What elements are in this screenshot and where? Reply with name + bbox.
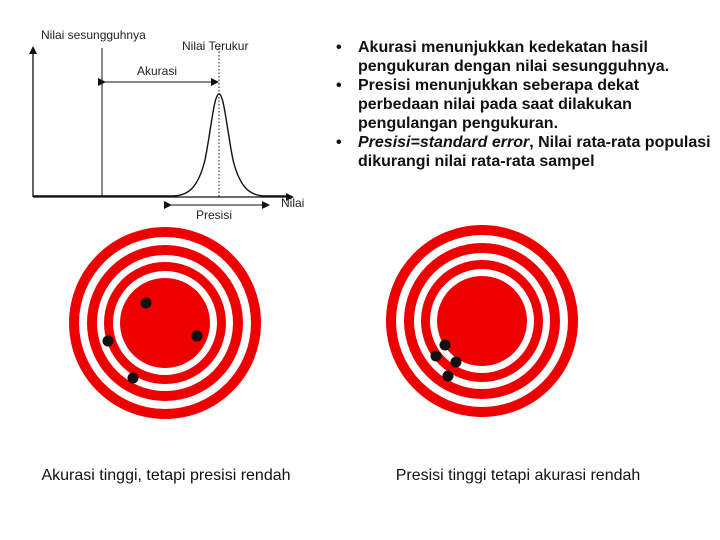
shot-mark — [431, 351, 442, 362]
bullet-accuracy — [332, 38, 712, 76]
target-left — [65, 223, 265, 423]
shot-mark — [141, 298, 152, 309]
shot-mark — [103, 336, 114, 347]
caption-left: Akurasi tinggi, tetapi presisi rendah — [41, 467, 291, 484]
distribution-curve — [33, 94, 290, 196]
shot-mark — [192, 331, 203, 342]
bullet-dot-icon: • — [336, 39, 342, 56]
accuracy-precision-diagram — [0, 0, 330, 235]
accuracy-label: Akurasi — [137, 64, 178, 78]
bullet-accuracy-text: Akurasi menunjukkan kedekatan hasil pengukuran dengan nilai sesungguhnya. — [358, 39, 670, 75]
caption-right: Presisi tinggi tetapi akurasi rendah — [395, 467, 641, 484]
shot-mark — [440, 340, 451, 351]
bullet-dot-icon: • — [336, 134, 342, 151]
shot-mark — [451, 357, 462, 368]
bullet-dot-icon: • — [336, 77, 342, 94]
shot-mark — [128, 373, 139, 384]
precision-label: Presisi — [196, 208, 233, 222]
definition-list — [332, 38, 712, 171]
bullet-standard-error-text: , Nilai rata-rata populasi dikurangi nilai rata-rata sampel — [358, 134, 711, 170]
bullet-precision-text: Presisi menunjukkan seberapa dekat perbedaan nilai pada saat dilakukan pengulangan pengukuran. — [358, 77, 640, 132]
bullet-standard-error-term: Presisi=standard error — [358, 134, 530, 151]
target-right — [382, 221, 582, 421]
bullet-standard-error — [332, 133, 712, 171]
true-value-label: Nilai sesungguhnya — [41, 28, 146, 42]
shot-mark — [443, 371, 454, 382]
measured-value-label: Nilai Terukur — [182, 39, 249, 53]
bullet-precision — [332, 76, 712, 133]
x-axis-label: Nilai — [281, 196, 305, 210]
